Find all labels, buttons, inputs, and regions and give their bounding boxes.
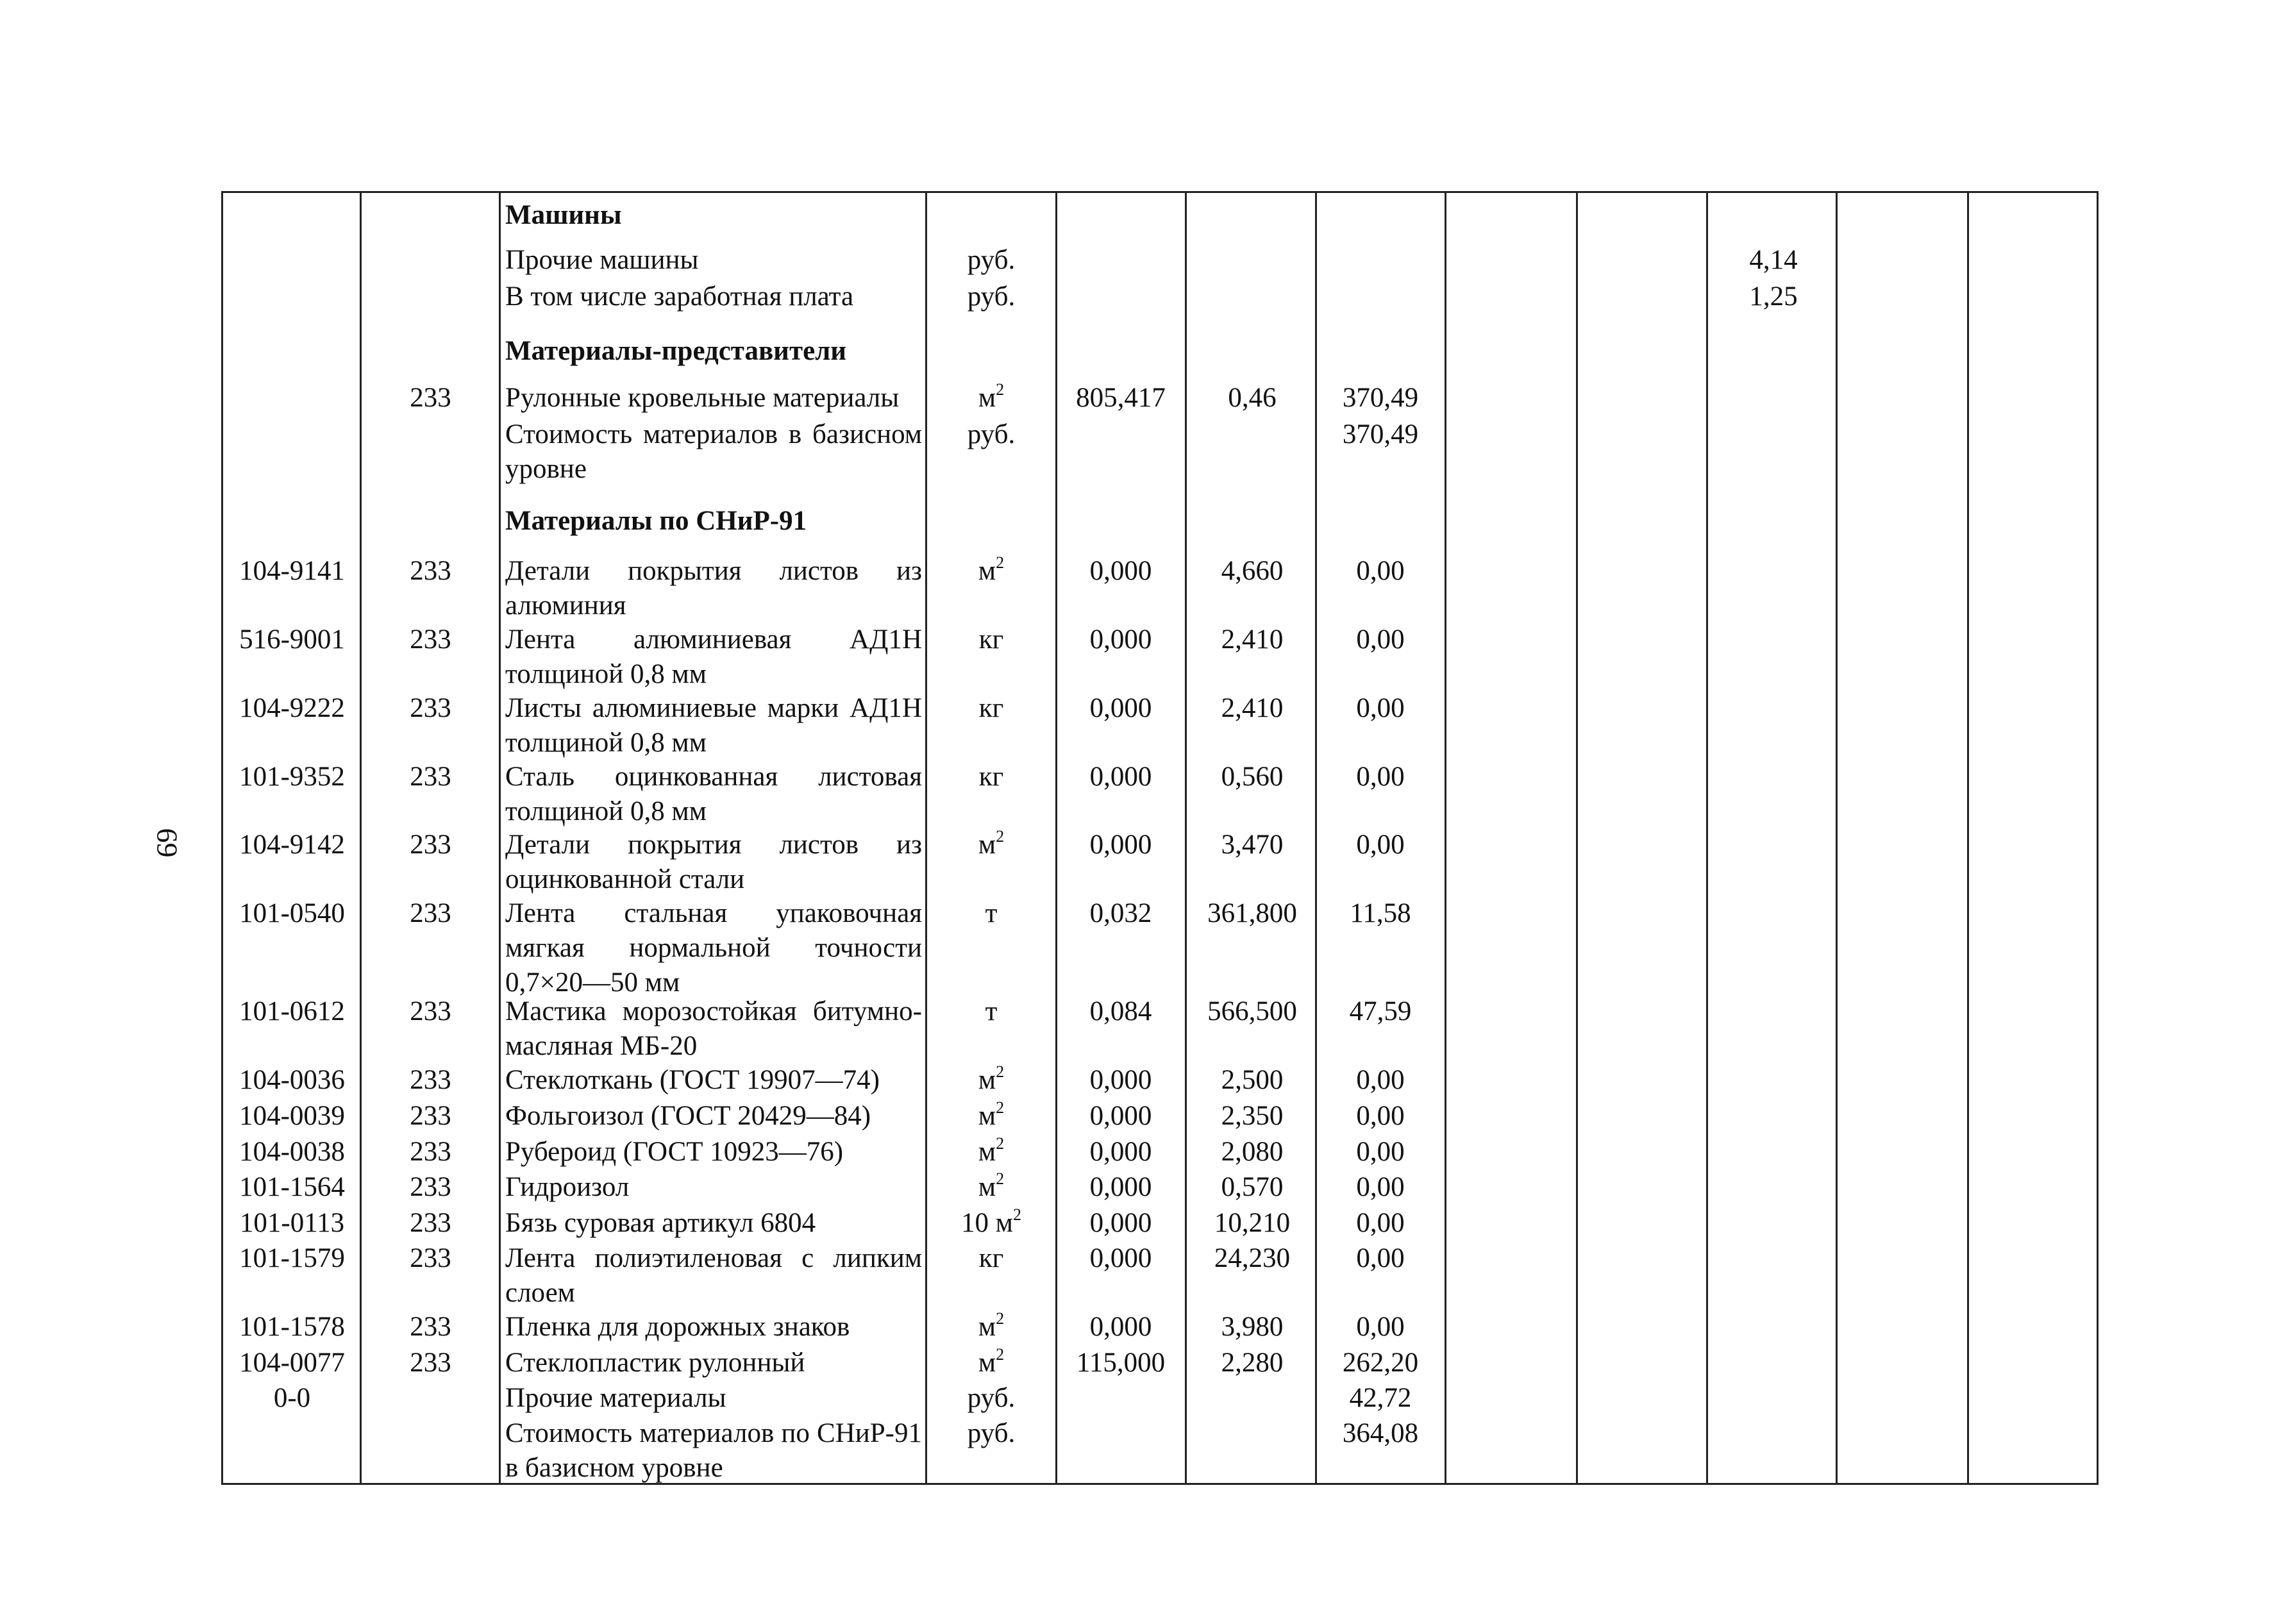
unit-sup: 2 xyxy=(1012,1205,1021,1224)
section-materials-snip: Материалы по СНиР-91 xyxy=(505,506,807,536)
material-total: 0,00 xyxy=(1356,693,1405,723)
material-unit xyxy=(927,896,1055,931)
material-num: 233 xyxy=(410,624,451,655)
material-total: 0,00 xyxy=(1356,1312,1405,1342)
unit-sup: 2 xyxy=(996,1134,1005,1153)
column-divider xyxy=(1706,193,1708,1483)
material-unit xyxy=(927,828,1055,862)
material-total: 47,59 xyxy=(1349,996,1412,1026)
material-price: 2,410 xyxy=(1221,624,1284,655)
unit-text: м xyxy=(978,1172,996,1202)
material-desc: Лента полиэтиленовая с липким слоем xyxy=(505,1243,922,1308)
material-num: 233 xyxy=(410,1348,451,1378)
material-total: 11,58 xyxy=(1350,898,1411,928)
unit-text: м xyxy=(978,1101,996,1131)
material-qty: 0,000 xyxy=(1089,1065,1152,1095)
material-desc: Сталь оцинкованная листовая толщиной 0,8 мм xyxy=(505,762,922,826)
material-price: 361,800 xyxy=(1207,898,1297,928)
material-total: 0,00 xyxy=(1356,1137,1405,1167)
material-code: 104-9141 xyxy=(239,556,345,586)
unit-text: м xyxy=(978,1312,996,1342)
material-desc: Фольгоизол (ГОСТ 20429—84) xyxy=(505,1101,871,1131)
unit-text: кг xyxy=(978,693,1004,723)
material-unit xyxy=(927,1416,1055,1451)
material-num: 233 xyxy=(410,898,451,928)
material-total: 0,00 xyxy=(1356,830,1405,860)
material-code: 104-0036 xyxy=(239,1065,345,1095)
material-code: 104-0039 xyxy=(239,1101,345,1131)
material-desc: Стеклоткань (ГОСТ 19907—74) xyxy=(505,1065,880,1095)
material-num: 233 xyxy=(410,1312,451,1342)
material-unit xyxy=(927,1346,1055,1380)
column-divider xyxy=(1445,193,1446,1483)
material-qty: 0,000 xyxy=(1089,624,1152,655)
material-total: 364,08 xyxy=(1342,1418,1419,1448)
material-unit xyxy=(927,1206,1055,1241)
material-total: 0,00 xyxy=(1356,1065,1405,1095)
material-code: 104-0077 xyxy=(239,1348,345,1378)
material-desc: Детали покрытия листов из алюминия xyxy=(505,556,922,621)
material-total: 0,00 xyxy=(1356,762,1405,792)
unit-text: кг xyxy=(978,762,1004,792)
unit-text: м xyxy=(978,1137,996,1167)
material-price: 566,500 xyxy=(1207,996,1297,1026)
material-desc: Лента алюминиевая АД1Н толщиной 0,8 мм xyxy=(505,624,922,689)
material-desc: Рубероид (ГОСТ 10923—76) xyxy=(505,1137,844,1167)
material-price: 3,980 xyxy=(1221,1312,1284,1342)
rep-unit: руб. xyxy=(967,419,1016,449)
rep-desc: Стоимость материалов в базисном уровне xyxy=(505,419,922,484)
material-qty: 0,000 xyxy=(1089,1137,1152,1167)
material-total: 0,00 xyxy=(1356,1101,1405,1131)
material-code: 101-0113 xyxy=(239,1208,345,1238)
material-desc: Гидроизол xyxy=(505,1172,630,1202)
unit-sup: 2 xyxy=(996,1169,1005,1188)
material-unit xyxy=(927,623,1055,657)
material-qty: 0,000 xyxy=(1089,693,1152,723)
unit-sup: 2 xyxy=(996,1098,1005,1117)
material-unit xyxy=(927,1170,1055,1205)
material-qty: 0,000 xyxy=(1089,1312,1152,1342)
machine-unit: руб. xyxy=(967,281,1016,312)
unit-text: м xyxy=(978,1065,996,1095)
material-desc: Детали покрытия листов из оцинкованной стали xyxy=(505,830,922,894)
material-unit xyxy=(927,1063,1055,1098)
unit-sup: 2 xyxy=(996,1309,1005,1328)
material-qty: 0,000 xyxy=(1089,1208,1152,1238)
material-total: 0,00 xyxy=(1356,624,1405,655)
material-desc: Листы алюминиевые марки АД1Н толщиной 0,8 мм xyxy=(505,693,922,758)
rep-desc: Рулонные кровельные материалы xyxy=(505,383,900,413)
unit-text: м xyxy=(978,556,996,586)
material-desc: Мастика морозостойкая битумно-масляная МБ-20 xyxy=(505,996,922,1061)
unit-text: м xyxy=(978,383,996,413)
material-unit xyxy=(927,1241,1055,1276)
material-total: 42,72 xyxy=(1349,1383,1412,1413)
material-price: 0,560 xyxy=(1221,762,1284,792)
section-materials-rep: Материалы-представители xyxy=(505,336,847,366)
material-num: 233 xyxy=(410,1243,451,1273)
material-qty: 0,032 xyxy=(1089,898,1152,928)
rep-total: 370,49 xyxy=(1342,383,1419,413)
material-code: 104-9142 xyxy=(239,830,345,860)
material-price: 0,570 xyxy=(1221,1172,1284,1202)
material-num: 233 xyxy=(410,830,451,860)
material-qty: 0,000 xyxy=(1089,1101,1152,1131)
unit-text: т xyxy=(985,996,998,1026)
machine-unit: руб. xyxy=(967,245,1016,275)
material-code: 101-1579 xyxy=(239,1243,345,1273)
material-num: 233 xyxy=(410,1208,451,1238)
material-unit xyxy=(927,1381,1055,1416)
material-code: 104-0038 xyxy=(239,1137,345,1167)
material-price: 3,470 xyxy=(1221,830,1284,860)
material-code: 516-9001 xyxy=(239,624,345,655)
material-num: 233 xyxy=(410,996,451,1026)
section-machines: Машины xyxy=(505,200,622,230)
material-total: 0,00 xyxy=(1356,1243,1405,1273)
material-qty: 0,000 xyxy=(1089,762,1152,792)
machine-desc: Прочие машины xyxy=(505,245,699,275)
material-desc: Лента стальная упаковочная мягкая нормальной точности 0,7×20—50 мм xyxy=(505,898,922,998)
material-total: 0,00 xyxy=(1356,1208,1405,1238)
unit-text: м xyxy=(978,1348,996,1378)
material-unit xyxy=(927,760,1055,794)
material-code: 101-9352 xyxy=(239,762,345,792)
material-unit xyxy=(927,1135,1055,1169)
rep-unit xyxy=(927,381,1055,415)
material-desc: Прочие материалы xyxy=(505,1383,726,1413)
material-code: 101-0540 xyxy=(239,898,345,928)
material-qty: 0,000 xyxy=(1089,1172,1152,1202)
material-code: 101-0612 xyxy=(239,996,345,1026)
column-divider xyxy=(1185,193,1187,1483)
unit-sup: 2 xyxy=(996,380,1005,399)
material-code: 101-1578 xyxy=(239,1312,345,1342)
rep-total: 370,49 xyxy=(1342,419,1419,449)
machine-desc: В том числе заработная плата xyxy=(505,281,854,312)
column-divider xyxy=(1576,193,1578,1483)
material-code: 104-9222 xyxy=(239,693,345,723)
unit-text: 10 м xyxy=(961,1208,1013,1238)
unit-sup: 2 xyxy=(996,1062,1005,1081)
material-desc: Стоимость материалов по СНиР-91 в базисном уровне xyxy=(505,1418,922,1483)
material-price: 4,660 xyxy=(1221,556,1284,586)
page-number: 69 xyxy=(151,828,184,858)
machine-value: 4,14 xyxy=(1749,245,1798,275)
unit-text: м xyxy=(978,830,996,860)
machine-value: 1,25 xyxy=(1749,281,1798,312)
unit-sup: 2 xyxy=(996,1345,1005,1364)
material-price: 2,500 xyxy=(1221,1065,1284,1095)
rep-num: 233 xyxy=(410,383,451,413)
rep-qty: 805,417 xyxy=(1076,383,1166,413)
material-unit xyxy=(927,994,1055,1029)
material-num: 233 xyxy=(410,693,451,723)
material-qty: 0,000 xyxy=(1089,1243,1152,1273)
material-desc: Бязь суровая артикул 6804 xyxy=(505,1208,816,1238)
rep-price: 0,46 xyxy=(1228,383,1277,413)
material-price: 2,280 xyxy=(1221,1348,1284,1378)
material-num: 233 xyxy=(410,1172,451,1202)
material-total: 0,00 xyxy=(1356,1172,1405,1202)
material-qty: 0,000 xyxy=(1089,556,1152,586)
material-unit xyxy=(927,691,1055,726)
material-num: 233 xyxy=(410,1065,451,1095)
material-qty: 0,084 xyxy=(1089,996,1152,1026)
material-code: 101-1564 xyxy=(239,1172,345,1202)
material-desc: Стеклопластик рулонный xyxy=(505,1348,805,1378)
unit-text: кг xyxy=(978,1243,1004,1273)
unit-text: т xyxy=(985,898,998,928)
column-divider xyxy=(1836,193,1838,1483)
material-unit xyxy=(927,554,1055,589)
material-qty: 115,000 xyxy=(1076,1348,1166,1378)
material-price: 2,410 xyxy=(1221,693,1284,723)
unit-text: руб. xyxy=(967,1383,1016,1413)
unit-sup: 2 xyxy=(996,827,1005,846)
material-price: 24,230 xyxy=(1214,1243,1291,1273)
column-divider xyxy=(1967,193,1969,1483)
material-code: 0-0 xyxy=(273,1383,311,1413)
material-price: 2,350 xyxy=(1221,1101,1284,1131)
material-unit xyxy=(927,1310,1055,1344)
material-num: 233 xyxy=(410,1137,451,1167)
unit-text: кг xyxy=(978,624,1004,655)
unit-sup: 2 xyxy=(996,553,1005,572)
material-num: 233 xyxy=(410,762,451,792)
material-num: 233 xyxy=(410,556,451,586)
material-price: 2,080 xyxy=(1221,1137,1284,1167)
material-total: 0,00 xyxy=(1356,556,1405,586)
resource-table xyxy=(221,191,2099,1485)
material-price: 10,210 xyxy=(1214,1208,1291,1238)
unit-text: руб. xyxy=(967,1418,1016,1448)
material-qty: 0,000 xyxy=(1089,830,1152,860)
material-num: 233 xyxy=(410,1101,451,1131)
material-unit xyxy=(927,1099,1055,1134)
material-desc: Пленка для дорожных знаков xyxy=(505,1312,850,1342)
material-total: 262,20 xyxy=(1342,1348,1419,1378)
